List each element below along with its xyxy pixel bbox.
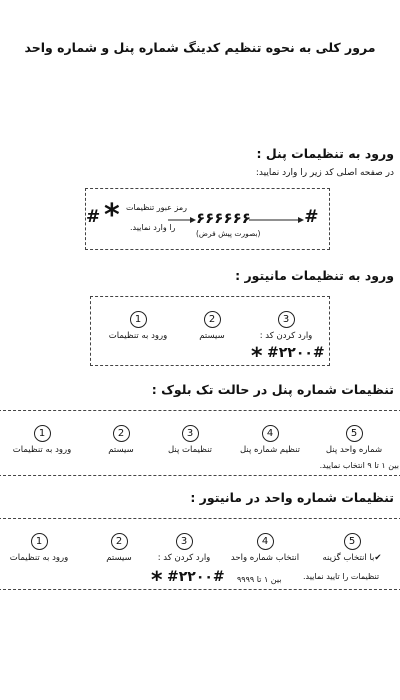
check-icon: ✔ <box>374 553 382 563</box>
step-number: 5 <box>344 533 361 550</box>
step-number: 4 <box>262 425 279 442</box>
step-label: وارد کردن کد : <box>157 553 211 563</box>
section-panel-settings-heading: ورود به تنظیمات پنل : <box>256 146 394 161</box>
step-label: تنظیم شماره پنل <box>239 445 301 455</box>
password-instruction-line1: رمز عبور تنظیمات <box>126 203 188 212</box>
step-1 <box>3 533 75 563</box>
page-title: مرور کلی به نحوه تنظیم کدینگ شماره پنل و شماره واحد <box>24 40 376 55</box>
step-label: وارد کردن کد : <box>259 331 313 341</box>
step-label: سیستم <box>108 445 134 455</box>
step-label: سیستم <box>199 331 225 341</box>
step-label: ورود به تنظیمات <box>12 445 72 455</box>
hash-left: # <box>86 207 101 227</box>
step-3 <box>251 311 321 341</box>
step-label: سیستم <box>106 553 132 563</box>
panel-code-box <box>85 188 330 250</box>
step-label: ورود به تنظیمات <box>108 331 168 341</box>
section-monitor-settings-heading: ورود به تنظیمات مانیتور : <box>235 268 394 283</box>
arrow-icon <box>249 216 304 224</box>
step-label: شماره واحد پنل <box>325 445 383 455</box>
step-label: تنظیمات پنل <box>167 445 213 455</box>
step-3 <box>149 533 219 563</box>
step-1 <box>103 311 173 341</box>
step-1 <box>5 425 79 455</box>
code-star: * <box>151 568 163 593</box>
step-number: 3 <box>182 425 199 442</box>
step-number: 1 <box>34 425 51 442</box>
star-symbol: * <box>104 198 120 233</box>
code-hash: #۲۲۰۰# <box>267 345 325 361</box>
unit-range: بین ۱ تا ۹۹۹۹ <box>237 575 282 584</box>
step-number: 3 <box>176 533 193 550</box>
step-4 <box>231 425 309 455</box>
default-code: ۶۶۶۶۶۶ <box>196 209 251 227</box>
step-2 <box>97 425 145 455</box>
range-note: بین ۱ تا ۹ انتخاب نمایید. <box>319 461 399 470</box>
unit-number-steps-box <box>0 518 400 593</box>
step-number: 1 <box>130 311 147 328</box>
hash-right: # <box>304 207 319 227</box>
section-monitor-unit-heading: تنظیمات شماره واحد در مانیتور : <box>190 490 394 505</box>
monitor-steps-box <box>90 296 330 369</box>
step-number: 3 <box>278 311 295 328</box>
step-number: 1 <box>31 533 48 550</box>
step-number: 5 <box>346 425 363 442</box>
section-single-block-heading: تنظیمات شماره پنل در حالت تک بلوک : <box>151 382 394 397</box>
step-2 <box>187 311 237 341</box>
code-star: * <box>251 344 263 369</box>
default-code-note: (بصورت پیش فرض) <box>196 229 261 238</box>
step-2 <box>95 533 143 563</box>
step-number: 2 <box>204 311 221 328</box>
password-instruction-line2: را وارد نمایید. <box>130 223 176 232</box>
step-number: 4 <box>257 533 274 550</box>
step-number: 2 <box>113 425 130 442</box>
step-label: انتخاب شماره واحد <box>230 553 300 563</box>
step-3 <box>159 425 221 455</box>
step-5 <box>311 533 393 563</box>
step-4 <box>227 533 303 563</box>
step-5 <box>315 425 393 455</box>
confirm-note: تنظیمات را تایید نمایید. <box>303 572 380 581</box>
step-label: ورود به تنظیمات <box>9 553 69 563</box>
step-number: 2 <box>111 533 128 550</box>
code-hash: #۲۲۰۰# <box>167 569 225 585</box>
step-label: با انتخاب گزینه <box>322 553 375 563</box>
panel-number-steps-box <box>0 410 400 476</box>
section-panel-settings-desc: در صفحه اصلی کد زیر را وارد نمایید: <box>255 168 394 178</box>
